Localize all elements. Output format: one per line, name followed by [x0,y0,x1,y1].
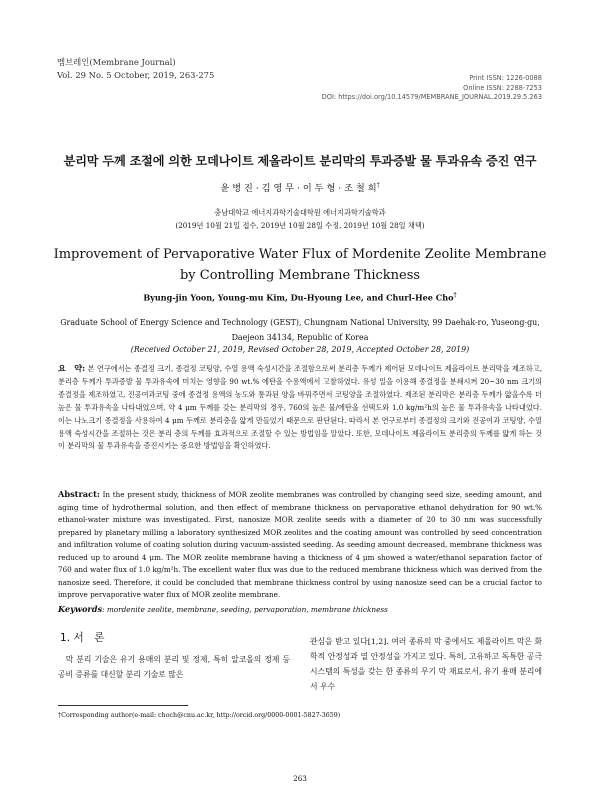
print-issn: Print ISSN: 1226-0088 [469,74,542,82]
english-abstract-label: Abstract: [58,489,100,499]
keywords-text: : mordenite zeolite, membrane, seeding, pervaporation, membrane thickness [102,605,388,614]
english-authors [0,292,600,303]
english-received-dates: (Received October 21, 2019, Revised October 28, 2019, Accepted October 28, 2019) [130,345,470,354]
korean-abstract-text: 본 연구에서는 종결정 크기, 종결정 코팅양, 수열 용액 숙성시간을 조절함으로써 분리층 두께가 제어된 모데나이트 제올라이트 분리막을 제조하고, 분리층 두께가 투과증발 물 투과유속에 미치는 영향을 90 wt.% 에탄올 수용액에서 고찰하였다. 유성 밀을 이용해 종결정을 분쇄시켜 20~30 nm 크기의 종결정을 제조하였고, 진공여과코팅 중에 종결정 용액의 농도와 통과된 양을 바꿔주면서 코팅양을 조절하였다. 제조된 분리막은 분리층 두께가 얇을수록 더 높은 물 투과유속을 나타내었으며, 약 4 μm 두께를 갖는 분리막의 경우, 760의 높은 물/에탄올 선택도와 1.0 kg/m²h의 높은 물 투과유속을 나타내었다. 이는 나노크기 종결정을 사용하여 4 μm 두께로 분리층을 얇게 만들었기 때문으로 판단된다. 따라서 본 연구로부터 종결정의 크기와 진공여과 코팅양, 수열 용액 숙성시간을 조절하는 것은 분리 층의 두께를 효과적으로 조절할 수 있는 방법임을 알았다. 또한, 모데나이트 제올라이트 분리층의 두께를 얇게 하는 것이 분리막의 물 투과유속을 증진시키는 중요한 방법임을 확인하였다. [58,364,542,451]
body-paragraph-left: 막 분리 기술은 유기 용매의 분리 및 정제, 특히 알코올의 정제 등 공비 증류를 대신할 분리 기술로 많은 [58,655,290,679]
corresponding-author-footnote: †Corresponding author(e-mail: choch@cnu.ac.kr, http://orcid.org/0000-0001-5827-3659) [58,712,341,719]
online-issn: Online ISSN: 2288-7253 [463,83,542,92]
corresponding-dagger: † [376,181,380,189]
keywords-label: Keywords [58,604,103,614]
korean-affiliation-block [0,206,600,232]
body-column-right [310,634,542,694]
page-number: 263 [293,774,307,783]
body-paragraph-right: 관심을 받고 있다[1,2]. 여러 종류의 막 중에서도 제올라이트 막은 화학적 안정성과 열 안정성을 가지고 있다. 특히, 고유하고 독특한 공극 시스템의 특성을 갖는 한 종류의 무기 막 재료로서, 유기 용매 분리에서 우수 [310,637,542,691]
footnote-divider [58,705,188,706]
issn-block [322,74,542,103]
doi-link[interactable]: DOI: https://doi.org/10.14579/MEMBRANE_JOURNAL.2019.29.5.263 [321,93,542,101]
english-corresponding-dagger: † [453,292,457,299]
korean-abstract-label: 요 약: [58,363,86,373]
english-affiliation: Graduate School of Energy Science and Technology (GEST), Chungnam National University, 99 Daehak-ro, Yuseong-gu, Daejeon 34134, Republic of Korea [60,318,540,342]
journal-issue: Vol. 29 No. 5 October, 2019, 263-275 [57,70,215,80]
korean-dates: (2019년 10월 21일 접수, 2019년 10월 28일 수정, 2019년 10월 28일 채택) [175,221,425,230]
korean-abstract [58,362,542,453]
section-heading-introduction: 1. 서 론 [60,632,105,644]
english-abstract [58,488,542,602]
body-column-left [58,652,290,682]
english-title: Improvement of Pervaporative Water Flux of Mordenite Zeolite Membrane by Controlling Membrane Thickness [53,247,547,283]
korean-affiliation: 충남대학교 에너지과학기술대학원 에너지과학기술학과 [214,208,386,217]
english-author-names: Byung-jin Yoon, Young-mu Kim, Du-Hyoung Lee, and Churl-Hee Cho [143,292,454,303]
korean-authors [0,180,600,194]
korean-title: 분리막 두께 조절에 의한 모데나이트 제올라이트 분리막의 투과증발 물 투과유속 증진 연구 [63,154,537,168]
journal-header [57,56,214,82]
journal-name: 멤브레인(Membrane Journal) [57,57,176,67]
korean-author-names: 윤 병 진 · 김 영 무 · 이 두 형 · 조 철 희 [220,183,377,194]
keywords [58,604,542,614]
english-abstract-text: In the present study, thickness of MOR zeolite membranes was controlled by changing seed size, seeding amount, and aging time of hydrothermal solution, and then effect of membrane thickness on pervaporative ethanol dehydration for 90 wt.% ethanol-water mixture was investigated. First, nanosize MOR zeolite seeds with a diameter of 20 to 30 nm was successfully prepared by planetary milling a laboratory synthesized MOR zeolites and the coating amount was controlled by seed concentration and infiltration volume of coating solution during vacuum-assisted seeding. As seeding amount decreased, membrane thickness was reduced up to around 4 μm. The MOR zeolite membrane having a thickness of 4 μm showed a water/ethanol separation factor of 760 and water flux of 1.0 kg/m²h. The excellent water flux was due to the reduced membrane thickness which was derived from the nanosize seed. Therefore, it could be concluded that membrane thickness control by using nanosize seed can be a crucial factor to improve pervaporative water flux of MOR zeolite membrane. [58,490,542,599]
